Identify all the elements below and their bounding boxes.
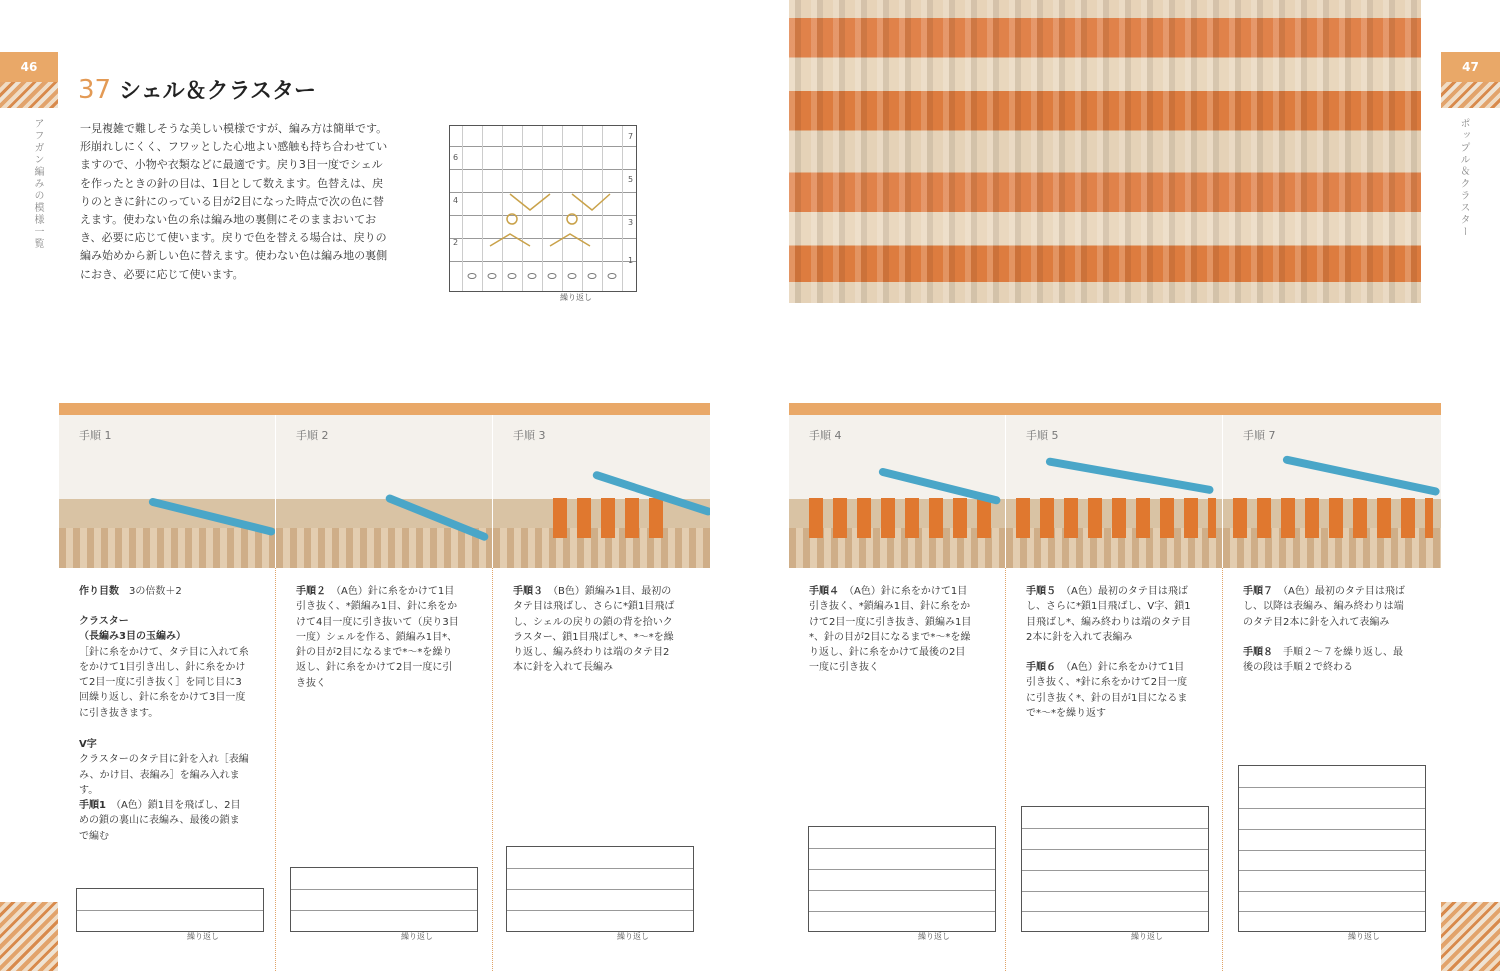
step-photo-1 [59, 415, 275, 568]
col3-step3: 手順３ （B色）鎖編み1目、最初のタテ目は飛ばし、さらに*鎖1目飛ばし、シェルの戻りの鎖の背を拾いクラスター、鎖1目飛ばし*、*～*を繰り返し、編み終わりは端のタテ目2本に針を入れて長編み [513, 586, 675, 674]
step-photo-7 [1223, 415, 1441, 568]
step-photo-4 [789, 415, 1005, 568]
step7-chart [1238, 765, 1426, 932]
steps-bar-left [59, 403, 710, 415]
col2-step2: 手順２ （A色）針に糸をかけて1目引き抜く、*鎖編み1目、針に糸をかけて4目一度に引き抜いて（戻り3目一度）シェルを作る、鎖編み1目*、針の目が2目になるまで*～*を繰り返し、針に糸をかけて2目一度に引き抜く [296, 586, 459, 689]
step3-chart [506, 846, 694, 932]
main-chart-repeat-label: 繰り返し [560, 293, 592, 302]
page-number-right: 47 [1441, 52, 1500, 82]
side-title-left: アフガン編みの模様一覧 [32, 118, 43, 250]
step-label-1: 手順 1 [79, 429, 112, 442]
step2-repeat: 繰り返し [401, 932, 433, 941]
main-chart-symbols [450, 126, 636, 291]
col1-cast: 作り目数 3の倍数＋2 [79, 586, 182, 597]
col1-step1: 手順1 （A色）鎖1目を飛ばし、2目めの鎖の裏山に表編み、最後の鎖まで編む [79, 800, 241, 842]
step-label-2: 手順 2 [296, 429, 329, 442]
swatch-photo [789, 0, 1421, 303]
col5-step6: 手順６ （A色）針に糸をかけて1目引き抜く、*針に糸をかけて2目一度に引き抜く*、針の目が1目になるまで*～*を繰り返す [1026, 662, 1188, 719]
pattern-name: シェル＆クラスター [119, 79, 316, 104]
side-title-right: ポップル＆クラスター [1458, 118, 1469, 238]
col5-step5: 手順５ （A色）最初のタテ目は飛ばし、さらに*鎖1目飛ばし、V字、鎖1目飛ばし*、編み終わりは端のタテ目2本に針を入れて表編み [1026, 586, 1191, 643]
step-label-7: 手順 7 [1243, 429, 1276, 442]
col6-step7: 手順７ （A色）最初のタテ目は飛ばし、以降は表編み、編み終わりは端のタテ目2本に針を入れて表編み [1243, 586, 1405, 628]
step-photo-3 [493, 415, 710, 568]
row-number-7: 7 [628, 132, 634, 141]
row-number-6: 6 [453, 153, 459, 162]
step4-chart [808, 826, 996, 932]
step1-repeat: 繰り返し [187, 932, 219, 941]
row-number-1: 1 [628, 256, 634, 265]
col1-cluster: クラスター （長編み3目の玉編み） ［針に糸をかけて、タテ目に入れて糸をかけて1目引き出し、針に糸をかけて2目一度に引き抜く］を同じ目に3回繰り返し、針に糸をかけて3目一度に引き抜きます。 [79, 616, 249, 719]
step7-repeat: 繰り返し [1348, 932, 1380, 941]
step5-chart [1021, 806, 1209, 932]
edge-texture-bottom-left [0, 902, 58, 971]
pattern-number: 37 [78, 75, 112, 105]
step-photo-5 [1006, 415, 1222, 568]
row-number-4: 4 [453, 196, 459, 205]
edge-texture-top-right [1441, 82, 1500, 108]
steps-bar-right [789, 403, 1441, 415]
step-photo-2 [276, 415, 492, 568]
col1-v: V字 クラスターのタテ目に針を入れ［表編み、かけ目、表編み］を編み入れます。 [79, 739, 249, 796]
page-number-left: 46 [0, 52, 58, 82]
step-label-5: 手順 5 [1026, 429, 1059, 442]
intro-text: 一見複雑で難しそうな美しい模様ですが、編み方は簡単です。形崩れしにくく、フワッとした心地よい感触も持ち合わせていますので、小物や衣類などに最適です。戻り3目一度でシェルを作ったときの針の目は、1目として数えます。色替えは、戻りのときに針にのっている目が2目になった時点で次の色に替えます。使わない色の糸は編み地の裏側にそのままおいておき、必要に応じて使います。戻りで色を替える場合は、戻りの編み始めから新しい色に替えます。使わない色は編み地の裏側におき、必要に応じて使います。 [80, 122, 388, 281]
pattern-title [78, 74, 316, 105]
step-label-3: 手順 3 [513, 429, 546, 442]
step-label-4: 手順 4 [809, 429, 842, 442]
step1-chart [76, 888, 264, 932]
row-number-3: 3 [628, 218, 634, 227]
col4-step4: 手順４ （A色）針に糸をかけて1目引き抜く、*鎖編み1目、針に糸をかけて2目一度に引き抜き、鎖編み1目*、針の目が2目になるまで*～*を繰り返し、針に糸をかけて最後の2目一度に引き抜く [809, 586, 972, 674]
step3-repeat: 繰り返し [617, 932, 649, 941]
row-number-5: 5 [628, 175, 634, 184]
step2-chart [290, 867, 478, 932]
main-stitch-chart [449, 125, 637, 292]
col6-step8: 手順８ 手順２～７を繰り返し、最後の段は手順２で終わる [1243, 647, 1403, 674]
step5-repeat: 繰り返し [1131, 932, 1163, 941]
edge-texture-top-left [0, 82, 58, 108]
row-number-2: 2 [453, 238, 459, 247]
edge-texture-bottom-right [1441, 902, 1500, 971]
step4-repeat: 繰り返し [918, 932, 950, 941]
